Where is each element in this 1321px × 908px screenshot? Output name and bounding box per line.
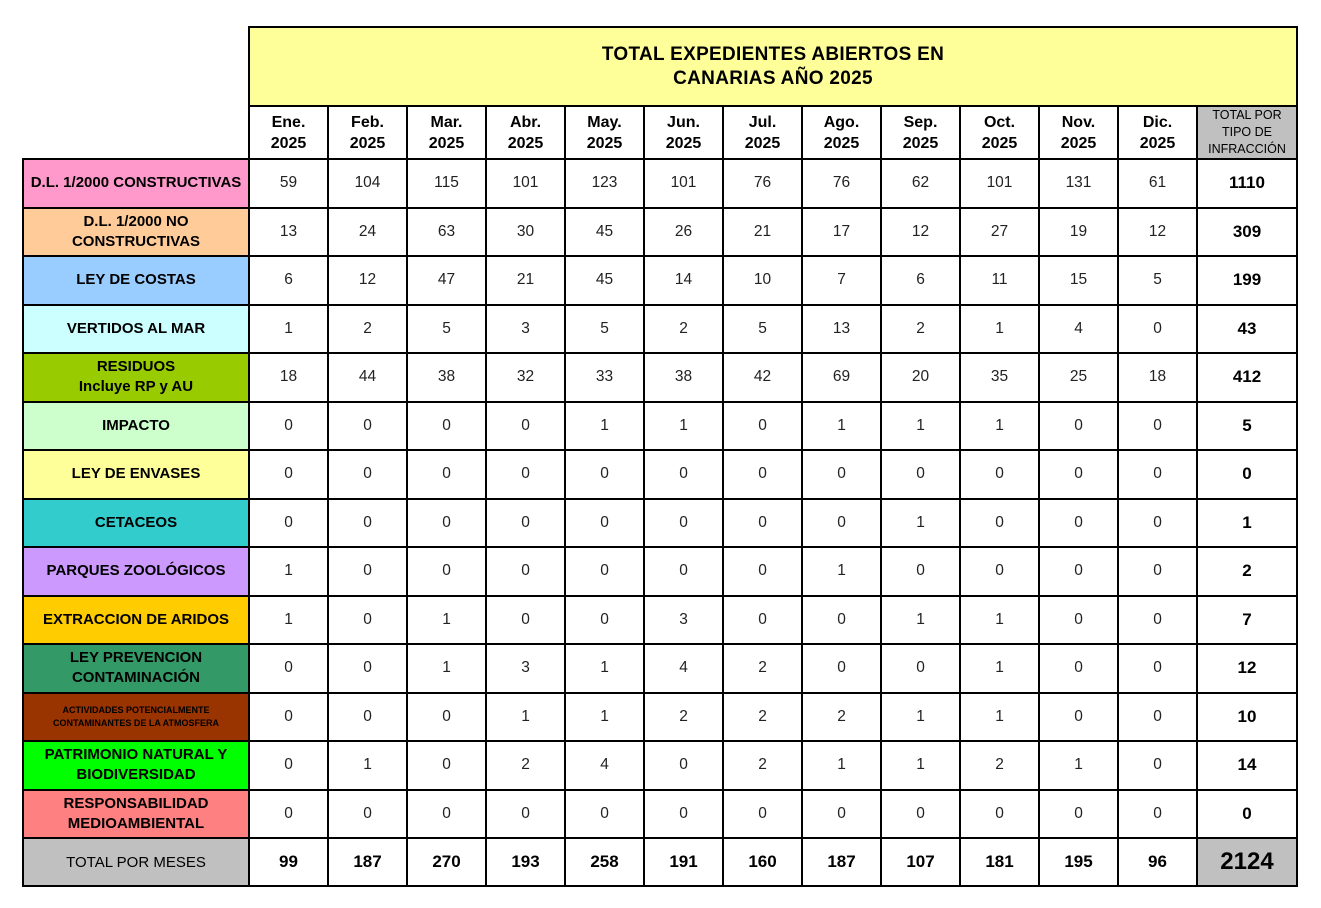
month-value-cell: 0 [249,790,328,839]
table-row [23,305,1297,354]
month-value-cell: 0 [644,450,723,499]
month-year: 2025 [428,134,465,152]
month-value-cell: 0 [644,741,723,790]
month-total-cell: 258 [565,838,644,886]
table-row [23,693,1297,742]
month-value-cell: 26 [644,208,723,257]
month-value-cell: 2 [328,305,407,354]
month-value-cell: 101 [486,159,565,208]
table-row [23,353,1297,402]
infraction-type-label [23,693,249,742]
month-year: 2025 [744,134,781,152]
month-value-cell: 2 [723,741,802,790]
month-value-cell: 0 [328,402,407,451]
header-blank [23,106,249,159]
month-value-cell: 0 [881,450,960,499]
month-total-cell: 193 [486,838,565,886]
month-value-cell: 2 [723,644,802,693]
month-value-cell: 0 [1118,547,1197,596]
totals-row [23,838,1297,886]
month-total-cell: 160 [723,838,802,886]
label-line: LEY PREVENCION [69,649,203,667]
month-header [328,106,407,159]
row-total-cell: 14 [1197,741,1297,790]
month-value-cell: 1 [249,305,328,354]
month-header [960,106,1039,159]
month-year: 2025 [1060,134,1097,152]
month-value-cell: 1 [644,402,723,451]
month-value-cell: 12 [328,256,407,305]
month-value-cell: 1 [249,596,328,645]
month-value-cell: 30 [486,208,565,257]
month-value-cell: 0 [565,450,644,499]
month-value-cell: 45 [565,256,644,305]
month-header-row [23,106,1297,159]
grand-total-cell: 2124 [1197,838,1297,886]
month-value-cell: 5 [1118,256,1197,305]
month-value-cell: 0 [802,499,881,548]
month-value-cell: 4 [565,741,644,790]
month-value-cell: 1 [802,402,881,451]
month-value-cell: 101 [960,159,1039,208]
month-name: Nov. [1061,113,1096,131]
month-value-cell: 0 [1118,693,1197,742]
month-value-cell: 0 [1039,596,1118,645]
row-total-cell: 0 [1197,450,1297,499]
month-value-cell: 0 [1039,402,1118,451]
infraction-type-label [23,790,249,839]
month-value-cell: 115 [407,159,486,208]
month-total-cell: 99 [249,838,328,886]
month-value-cell: 0 [565,547,644,596]
month-total-cell: 195 [1039,838,1118,886]
month-name: Ene. [271,113,306,131]
month-value-cell: 104 [328,159,407,208]
month-value-cell: 33 [565,353,644,402]
month-value-cell: 0 [723,402,802,451]
month-total-cell: 270 [407,838,486,886]
table-row [23,596,1297,645]
month-header [1039,106,1118,159]
month-value-cell: 0 [802,644,881,693]
month-year: 2025 [823,134,860,152]
month-value-cell: 5 [565,305,644,354]
month-value-cell: 3 [486,305,565,354]
table-row [23,499,1297,548]
month-value-cell: 1 [881,596,960,645]
month-value-cell: 1 [565,644,644,693]
month-total-cell: 191 [644,838,723,886]
table-row [23,741,1297,790]
row-total-cell: 2 [1197,547,1297,596]
total-infraccion-header [1197,106,1297,159]
month-total-cell: 181 [960,838,1039,886]
row-total-cell: 43 [1197,305,1297,354]
month-value-cell: 4 [644,644,723,693]
month-value-cell: 0 [565,596,644,645]
month-value-cell: 69 [802,353,881,402]
total-header-line: TOTAL POR [1212,108,1282,122]
month-value-cell: 0 [1118,644,1197,693]
table-row [23,790,1297,839]
month-year: 2025 [902,134,939,152]
row-total-cell: 7 [1197,596,1297,645]
row-total-cell: 5 [1197,402,1297,451]
month-value-cell: 61 [1118,159,1197,208]
month-value-cell: 10 [723,256,802,305]
month-value-cell: 3 [486,644,565,693]
month-value-cell: 0 [486,402,565,451]
month-value-cell: 0 [723,790,802,839]
month-value-cell: 45 [565,208,644,257]
total-header-line: TIPO DE [1221,125,1272,139]
month-value-cell: 12 [881,208,960,257]
month-value-cell: 1 [881,741,960,790]
row-total-cell: 0 [1197,790,1297,839]
month-value-cell: 0 [1118,402,1197,451]
month-year: 2025 [270,134,307,152]
month-header [802,106,881,159]
table-row [23,208,1297,257]
month-value-cell: 0 [1118,450,1197,499]
month-value-cell: 0 [881,547,960,596]
month-value-cell: 24 [328,208,407,257]
month-header [249,106,328,159]
month-value-cell: 0 [328,644,407,693]
month-value-cell: 0 [328,596,407,645]
month-value-cell: 2 [644,305,723,354]
month-value-cell: 1 [960,596,1039,645]
month-value-cell: 2 [802,693,881,742]
month-year: 2025 [586,134,623,152]
total-por-meses-label: TOTAL POR MESES [23,838,249,886]
month-year: 2025 [981,134,1018,152]
month-value-cell: 11 [960,256,1039,305]
month-value-cell: 76 [802,159,881,208]
month-value-cell: 7 [802,256,881,305]
title-row [23,27,1297,106]
month-value-cell: 27 [960,208,1039,257]
month-value-cell: 0 [1039,547,1118,596]
month-value-cell: 0 [407,790,486,839]
month-value-cell: 62 [881,159,960,208]
month-value-cell: 0 [1039,644,1118,693]
month-value-cell: 0 [1118,741,1197,790]
month-value-cell: 0 [1118,790,1197,839]
table-row [23,256,1297,305]
infraction-type-label [23,644,249,693]
month-value-cell: 5 [723,305,802,354]
month-value-cell: 0 [565,499,644,548]
month-name: Sep. [903,113,938,131]
month-value-cell: 0 [249,450,328,499]
month-header [644,106,723,159]
month-value-cell: 47 [407,256,486,305]
month-header [565,106,644,159]
month-value-cell: 0 [249,499,328,548]
month-value-cell: 18 [249,353,328,402]
month-value-cell: 0 [328,547,407,596]
month-value-cell: 20 [881,353,960,402]
month-value-cell: 101 [644,159,723,208]
month-value-cell: 0 [328,450,407,499]
month-value-cell: 1 [407,644,486,693]
month-value-cell: 0 [1118,596,1197,645]
month-name: Mar. [430,113,463,131]
expedientes-table [22,26,1298,887]
month-value-cell: 44 [328,353,407,402]
label-line: CONSTRUCTIVAS [71,232,201,250]
month-value-cell: 0 [486,450,565,499]
month-value-cell: 0 [723,547,802,596]
month-value-cell: 0 [249,402,328,451]
label-line: IMPACTO [102,416,170,434]
month-value-cell: 3 [644,596,723,645]
month-value-cell: 1 [960,305,1039,354]
row-total-cell: 309 [1197,208,1297,257]
label-line: CONTAMINACIÓN [71,669,201,687]
month-value-cell: 1 [881,693,960,742]
table-row [23,644,1297,693]
infraction-type-label [23,450,249,499]
month-value-cell: 6 [881,256,960,305]
infraction-type-label [23,305,249,354]
month-header [1118,106,1197,159]
month-name: Feb. [351,113,384,131]
month-value-cell: 0 [802,450,881,499]
month-value-cell: 1 [565,693,644,742]
month-total-cell: 96 [1118,838,1197,886]
month-value-cell: 0 [407,402,486,451]
month-value-cell: 1 [960,644,1039,693]
month-value-cell: 18 [1118,353,1197,402]
month-value-cell: 0 [486,499,565,548]
month-total-cell: 187 [328,838,407,886]
month-value-cell: 17 [802,208,881,257]
month-value-cell: 0 [249,644,328,693]
month-value-cell: 123 [565,159,644,208]
month-value-cell: 0 [249,693,328,742]
month-value-cell: 2 [644,693,723,742]
label-line: D.L. 1/2000 CONSTRUCTIVAS [30,174,242,192]
month-value-cell: 76 [723,159,802,208]
month-value-cell: 0 [644,547,723,596]
month-value-cell: 0 [802,790,881,839]
infraction-type-label [23,741,249,790]
month-value-cell: 0 [881,644,960,693]
table-row [23,159,1297,208]
month-value-cell: 0 [328,693,407,742]
month-value-cell: 63 [407,208,486,257]
table-row [23,547,1297,596]
month-value-cell: 0 [407,693,486,742]
label-line: BIODIVERSIDAD [76,766,196,784]
month-name: Ago. [823,113,860,131]
month-value-cell: 0 [960,547,1039,596]
month-value-cell: 0 [1039,790,1118,839]
label-line: EXTRACCION DE ARIDOS [42,610,230,628]
table-title [249,27,1297,106]
month-value-cell: 42 [723,353,802,402]
month-value-cell: 0 [960,790,1039,839]
month-value-cell: 0 [328,499,407,548]
month-value-cell: 0 [328,790,407,839]
month-value-cell: 0 [486,790,565,839]
month-value-cell: 1 [802,741,881,790]
month-header [881,106,960,159]
month-value-cell: 2 [881,305,960,354]
month-header [723,106,802,159]
month-value-cell: 1 [960,693,1039,742]
month-value-cell: 6 [249,256,328,305]
table-row [23,450,1297,499]
month-year: 2025 [507,134,544,152]
month-value-cell: 21 [723,208,802,257]
infraction-type-label [23,159,249,208]
month-year: 2025 [349,134,386,152]
label-line: ACTIVIDADES POTENCIALMENTE [62,704,210,715]
month-value-cell: 0 [1039,693,1118,742]
label-line: PATRIMONIO NATURAL Y [44,746,228,764]
table-row [23,402,1297,451]
month-value-cell: 0 [644,790,723,839]
month-value-cell: 15 [1039,256,1118,305]
month-value-cell: 0 [644,499,723,548]
month-value-cell: 0 [881,790,960,839]
title-line-1: TOTAL EXPEDIENTES ABIERTOS EN [601,43,945,65]
month-value-cell: 0 [960,450,1039,499]
month-year: 2025 [1139,134,1176,152]
month-value-cell: 2 [960,741,1039,790]
month-value-cell: 4 [1039,305,1118,354]
month-value-cell: 0 [407,450,486,499]
month-value-cell: 0 [1118,499,1197,548]
month-value-cell: 2 [486,741,565,790]
month-value-cell: 1 [486,693,565,742]
month-value-cell: 59 [249,159,328,208]
infraction-type-label [23,353,249,402]
month-header [407,106,486,159]
label-line: MEDIOAMBIENTAL [67,814,205,832]
month-value-cell: 0 [407,547,486,596]
month-value-cell: 13 [249,208,328,257]
row-total-cell: 1 [1197,499,1297,548]
label-line: RESIDUOS [96,358,176,376]
month-value-cell: 0 [1118,305,1197,354]
label-line: PARQUES ZOOLÓGICOS [46,562,226,580]
month-value-cell: 0 [723,596,802,645]
month-value-cell: 38 [644,353,723,402]
month-value-cell: 0 [486,596,565,645]
month-name: Abr. [509,113,542,131]
infraction-type-label [23,547,249,596]
month-name: Oct. [983,113,1016,131]
month-value-cell: 2 [723,693,802,742]
infraction-type-label [23,596,249,645]
row-total-cell: 10 [1197,693,1297,742]
month-value-cell: 0 [1039,499,1118,548]
infraction-type-label [23,499,249,548]
month-name: Jun. [667,113,700,131]
month-name: Jul. [748,113,777,131]
month-value-cell: 25 [1039,353,1118,402]
label-line: CETACEOS [94,513,178,531]
row-total-cell: 1110 [1197,159,1297,208]
month-value-cell: 38 [407,353,486,402]
label-line: Incluye RP y AU [78,378,194,396]
month-value-cell: 1 [881,499,960,548]
label-line: RESPONSABILIDAD [63,794,209,812]
month-value-cell: 12 [1118,208,1197,257]
month-value-cell: 0 [565,790,644,839]
month-value-cell: 0 [723,450,802,499]
month-name: May. [587,113,622,131]
month-value-cell: 1 [960,402,1039,451]
month-value-cell: 0 [249,741,328,790]
month-total-cell: 187 [802,838,881,886]
month-value-cell: 0 [1039,450,1118,499]
month-value-cell: 1 [407,596,486,645]
month-year: 2025 [665,134,702,152]
label-line: LEY DE ENVASES [71,465,201,483]
row-total-cell: 412 [1197,353,1297,402]
label-line: D.L. 1/2000 NO [83,212,189,230]
infraction-type-label [23,256,249,305]
month-value-cell: 14 [644,256,723,305]
month-header [486,106,565,159]
month-value-cell: 0 [802,596,881,645]
month-value-cell: 0 [407,741,486,790]
infraction-type-label [23,208,249,257]
month-value-cell: 131 [1039,159,1118,208]
month-value-cell: 13 [802,305,881,354]
label-line: LEY DE COSTAS [76,271,196,289]
row-total-cell: 12 [1197,644,1297,693]
corner-blank [23,27,249,106]
month-name: Dic. [1142,113,1173,131]
month-value-cell: 1 [1039,741,1118,790]
month-total-cell: 107 [881,838,960,886]
month-value-cell: 19 [1039,208,1118,257]
month-value-cell: 1 [802,547,881,596]
month-value-cell: 0 [407,499,486,548]
infraction-type-label [23,402,249,451]
title-line-2: CANARIAS AÑO 2025 [673,67,873,89]
total-header-line: INFRACCIÓN [1208,142,1286,156]
month-value-cell: 1 [328,741,407,790]
label-line: VERTIDOS AL MAR [66,319,206,337]
month-value-cell: 1 [881,402,960,451]
month-value-cell: 21 [486,256,565,305]
month-value-cell: 1 [565,402,644,451]
row-total-cell: 199 [1197,256,1297,305]
month-value-cell: 1 [249,547,328,596]
month-value-cell: 35 [960,353,1039,402]
month-value-cell: 0 [960,499,1039,548]
month-value-cell: 5 [407,305,486,354]
month-value-cell: 32 [486,353,565,402]
label-line: CONTAMINANTES DE LA ATMOSFERA [53,717,219,728]
month-value-cell: 0 [723,499,802,548]
month-value-cell: 0 [486,547,565,596]
